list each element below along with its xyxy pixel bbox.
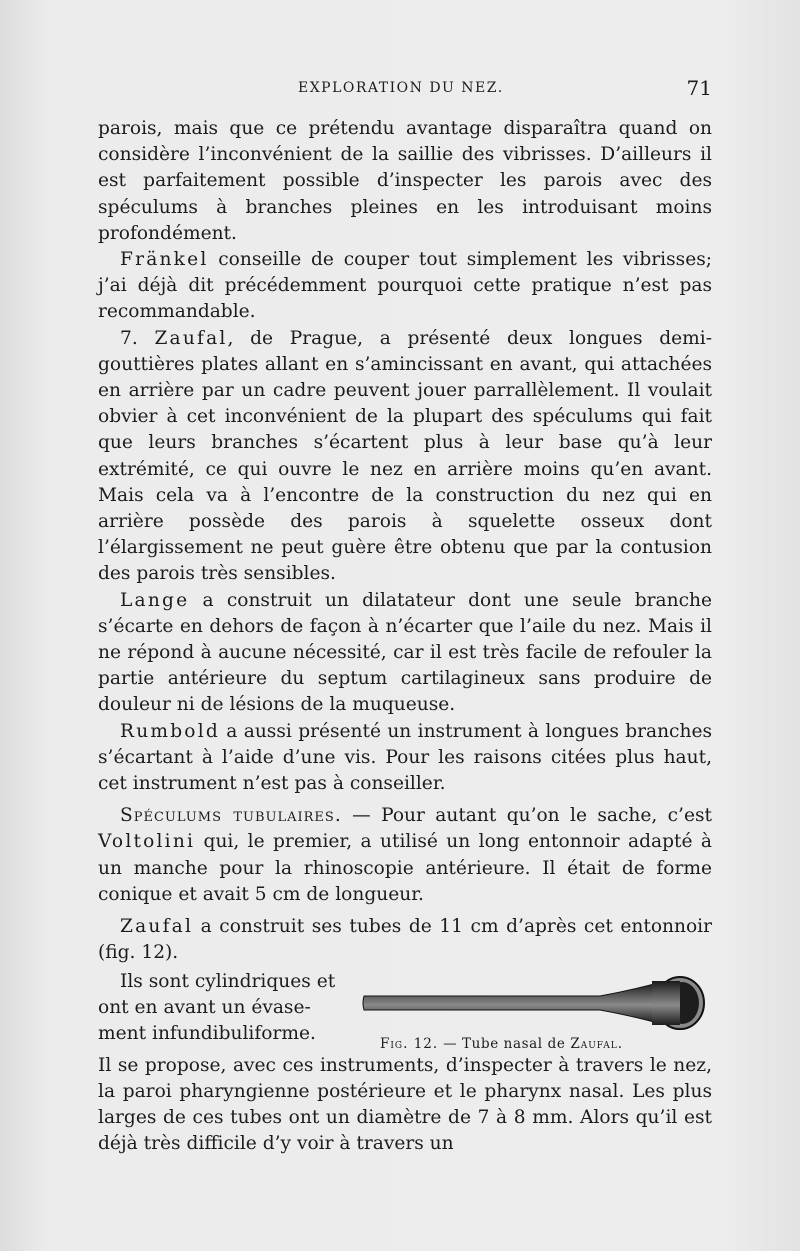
paragraph-6-text-b: qui, le premier, a utilisé un long entonnoir adapté à un manche pour la rhinoscopie antérieure. Il était de forme conique et avait 5 cm de longueur. <box>98 831 712 905</box>
caption-name: Zaufal <box>570 1035 618 1052</box>
author-name-voltolini: Voltolini <box>98 831 196 853</box>
author-name-lange: Lange <box>120 589 190 611</box>
paragraph-2-text: conseille de couper tout simplement les vibrisses; j’ai déjà dit précédemment pourquoi cette pratique n’est pas recommandable. <box>98 249 712 323</box>
paragraph-7-text: a construit ses tubes de 11 cm d’après cet entonnoir (fig. 12). <box>98 916 712 964</box>
paragraph-1: parois, mais que ce prétendu avantage disparaîtra quand on considère l’inconvénient de la saillie des vibrisses. D’ailleurs il est parfaitement possible d’inspecter les parois avec des spéculums à branches pleines en les introduisant moins profondément. <box>98 118 712 244</box>
page-number: 71 <box>686 76 712 100</box>
side-text-line-2: ont en avant un évase- <box>98 996 311 1018</box>
paragraph-4 <box>98 588 712 719</box>
paragraph-4-text: a construit un dilatateur dont une seule branche s’écarte en dehors de façon à n’écarter que l’aile du nez. Mais il ne répond à aucune nécessité, car il est très facile de refouler la partie antérieure du septum cartilagineux sans produire de douleur ni de lésions de la muqueuse. <box>98 589 712 716</box>
page-header <box>98 78 712 102</box>
author-name-frankel: Fränkel <box>120 249 209 271</box>
running-title: EXPLORATION DU NEZ. <box>298 80 504 96</box>
caption-text: — Tube nasal de <box>438 1035 571 1052</box>
paragraph-9: Il se propose, avec ces instruments, d’inspecter à travers le nez, la paroi pharyngienne postérieure et le pharynx nasal. Les plus larges de ces tubes ont un diamètre de 7 à 8 mm. Alors qu’il est déjà très difficile d’y voir à travers un <box>98 1054 712 1155</box>
paragraph-5-text: a aussi présenté un instrument à longues branches s’écartant à l’aide d’une vis. Pour les raisons citées plus haut, cet instrument n’est pas à conseiller. <box>98 720 712 795</box>
caption-end: . <box>617 1035 623 1052</box>
author-name-zaufal: Zaufal <box>154 327 228 349</box>
author-name-rumbold: Rumbold <box>120 720 220 742</box>
figure-side-text <box>98 969 348 1048</box>
page-body <box>98 116 712 1157</box>
author-name-zaufal-2: Zaufal <box>120 916 194 938</box>
caption-label: Fig. 12. <box>380 1035 439 1052</box>
paragraph-2 <box>98 247 712 326</box>
paragraph-6-text-a: — Pour autant qu’on le sache, c’est <box>341 805 712 827</box>
paragraph-3 <box>98 326 712 588</box>
side-text-line-3: ment infundibuliforme. <box>98 1022 316 1044</box>
paragraph-6 <box>98 803 712 908</box>
figure-block <box>98 969 712 1053</box>
side-text-line-1: Ils sont cylindriques et <box>120 970 336 992</box>
paragraph-7 <box>98 914 712 966</box>
figure-caption <box>380 1031 623 1057</box>
nasal-tube-illustration <box>360 973 706 1033</box>
section-heading: Spéculums tubulaires. <box>120 805 342 827</box>
paragraph-5 <box>98 719 712 798</box>
paragraph-3-text: , de Prague, a présenté deux longues demi-gouttières plates allant en s’amincissant en avant, qui attachées en arrière par un cadre peuvent jouer parrallèlement. Il voulait obvier à cet inconvénient de la plupart des spéculums qui fait que leurs branches s’écartent plus à leur base qu’à leur extrémité, ce qui ouvre le nez en arrière moins qu’en avant. Mais cela va à l’encontre de la construction du nez qui en arrière possède des parois à squelette osseux dont l’élargissement ne peut guère être obtenu que par la contusion des parois très sensibles. <box>98 327 712 585</box>
item-number: 7. <box>120 327 155 349</box>
